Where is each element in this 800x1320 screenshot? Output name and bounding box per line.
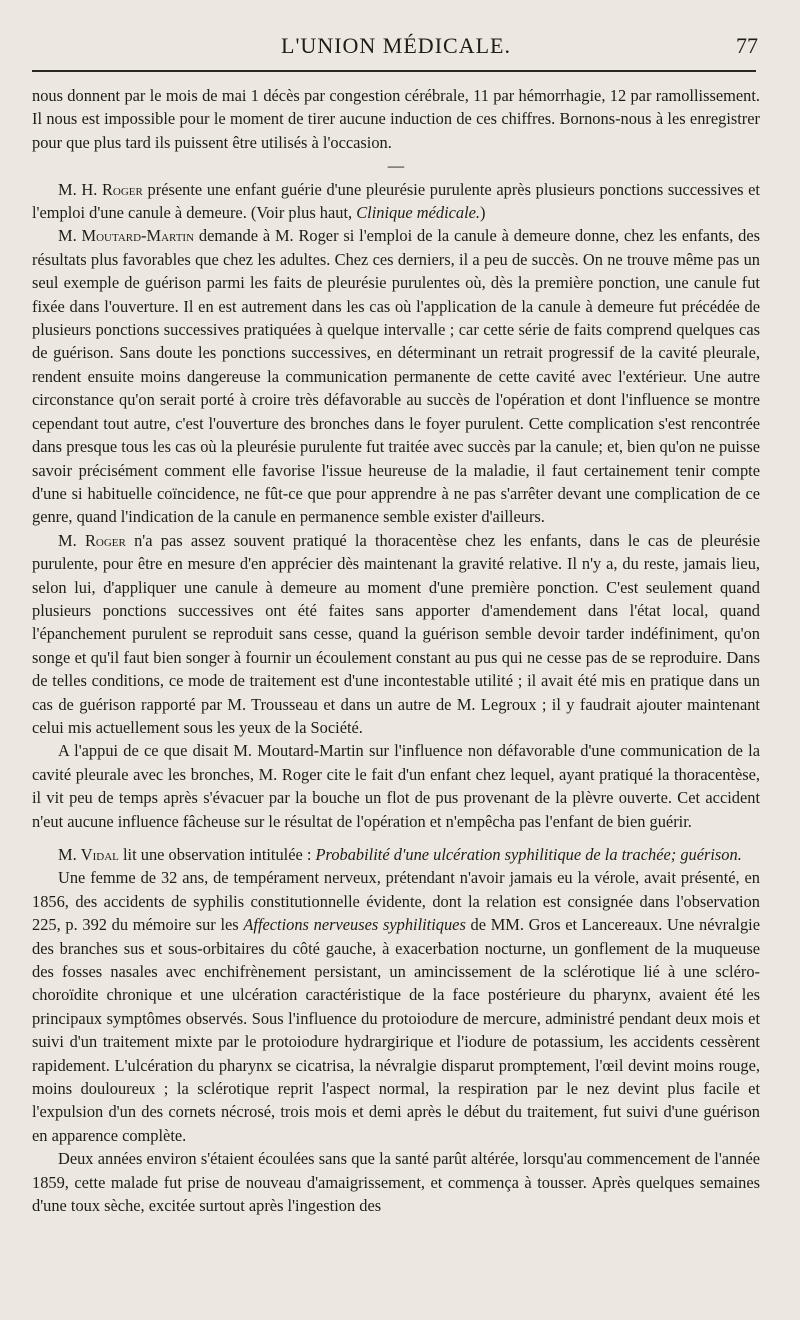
- cross-reference: Clinique médicale.: [356, 203, 481, 223]
- running-header: [32, 26, 760, 66]
- speaker-name: Vidal: [80, 845, 119, 864]
- paragraph-text: n'a pas assez souvent pratiqué la thoracentèse chez les enfants, dans le cas de pleurésie purulente, pour être en mesure d'en apprécier dès maintenant la gravité relative. Il n'y a, du reste, jamais lieu, selon lui, d'appliquer une canule à demeure au moment d'une première ponction. C'est seulement quand plusieurs ponctions successives ont été faites sans apporter d'amendement dans l'état local, quand l'épanchement purulent se reproduit sans cesse, quand la guérison semble devoir tarder indéfiniment, qu'on songe et qu'il faut bien songer à fournir un écoulement constant au pus qui ne cesse pas de se reproduire. Dans de telles conditions, ce mode de traitement est d'une incontestable utilité ; il avait été mis en pratique dans un cas de guérison rapporté par M. Trousseau et dans un autre de M. Legroux ; il y faudrait ajouter maintenant celui mis actuellement sous les yeux de la Société.: [32, 530, 760, 737]
- paragraph-statistics: nous donnent par le mois de mai 1 décès par congestion cérébrale, 11 par hémorrhagie, 12 par ramollissement. Il nous est impossible pour le moment de tirer aucune induction de ces chiffres. Bornons-nous à les enregistrer pour que plus tard ils puissent être utilisés à l'occasion.: [32, 86, 760, 152]
- page-number: 77: [736, 33, 758, 58]
- paragraph-relapse: Deux années environ s'étaient écoulées sans que la santé parût altérée, lorsqu'au commencement de l'année 1859, cette malade fut prise de nouveau d'amaigrissement, et commença à tousser. Après quelques semaines d'une toux sèche, excitée surtout après l'ingestion des: [32, 1149, 760, 1216]
- speaker-name: Roger: [84, 530, 126, 550]
- paragraph-text: présente une enfant guérie d'une pleurésie purulente après plusieurs ponctions successives et l'emploi d'une canule à demeure. (Voir plus haut,: [32, 179, 760, 223]
- cited-work: Affections nerveuses syphilitiques: [243, 915, 466, 935]
- paragraph-text: demande à M. Roger si l'emploi de la canule à demeure donne, chez les enfants, des résultats plus favorables que chez les adultes. Chez ces derniers, il a peu de succès. On ne trouve même pas un seul exemple de guérison parmi les faits de pleurésie purulentes où, dès la première ponction, une canule fut fixée dans l'ouverture. Il en est autrement dans les cas où l'application de la canule à demeure fut précédée de plusieurs ponctions successives pratiquées à quelque intervalle ; car cette série de faits comprend quelques cas de guérison. Sans doute les ponctions successives, en déterminant un retrait progressif de la cavité pleurale, rendent ensuite moins dangereuse la communication permanente de cette cavité avec l'extérieur. Une autre circonstance qu'on serait porté à croire très défavorable au succès de l'opération et dont l'influence se montre cependant tout autre, c'est l'ouverture des bronches dans le foyer purulent. Cette complication s'est rencontrée dans presque tous les cas où la pleurésie purulente fut traitée avec succès par la canule; et, bien qu'on ne puisse savoir précisément comment elle favorise l'issue heureuse de la maladie, il faut certainement tenir compte d'une si habituelle coïncidence, ne fût-ce que pour apprendre à ne pas s'arrêter devant une complication de ce genre, quand l'indication de la canule en permanence semble exister d'ailleurs.: [32, 226, 760, 527]
- paragraph-text: lit une observation intitulée :: [118, 845, 316, 864]
- paragraph-roger-case: A l'appui de ce que disait M. Moutard-Martin sur l'influence non défavorable d'une communication de la cavité pleurale avec les bronches, M. Roger cite le fait d'un enfant chez lequel, ayant pratiqué la thoracentèse, il vit peu de temps après s'évacuer par la bouche un flot de pus provenant de la plèvre ouverte. Cet accident n'eut aucune influence fâcheuse sur le résultat de l'opération et n'empêcha pas l'enfant de bien guérir.: [32, 741, 760, 831]
- speaker-name: Roger: [101, 179, 143, 199]
- paragraph-moutard-martin: [32, 224, 760, 528]
- observation-title: Probabilité d'une ulcération syphilitique de la trachée; guérison.: [315, 845, 742, 864]
- speaker-title: M. H.: [58, 179, 98, 199]
- header-rule: [32, 70, 756, 72]
- paragraph-case-history: [32, 866, 760, 1147]
- paragraph-vidal: [32, 843, 760, 866]
- paragraph-roger-reply: [32, 529, 760, 740]
- paragraph-text: de MM. Gros et Lancereaux. Une névralgie des branches sus et sous-orbitaires du côté gauche, à exacerbation nocturne, un gonflement de la muqueuse des fosses nasales avec enchifrènement persistant, un amincissement de la sclérotique lié à une scléro-choroïdite chronique et une ulcération caractéristique de la face postérieure du pharynx, avaient été les principaux symptômes observés. Sous l'influence du protoiodure de mercure, administré pendant deux mois et suivi d'un traitement mixte par le protoiodure hydrargirique et l'iodure de potassium, les accidents cessèrent rapidement. L'ulcération du pharynx se cicatrisa, la névralgie disparut promptement, l'œil devint moins rouge, moins douloureux ; la sclérotique reprit l'aspect normal, la respiration par le nez devint plus facile et l'expulsion d'un des cornets nécrosé, trois mois et demi après le début du traitement, fut suivi d'une guérison en apparence complète.: [32, 915, 760, 1145]
- closing-paren: ): [480, 203, 486, 223]
- speaker-title: M.: [58, 845, 77, 864]
- paragraph-text: Une femme de 32 ans, de tempérament nerveux, prétendant n'avoir jamais eu la vérole, avait présenté, en 1856, des accidents de syphilis constitutionnelle évidente, dont la relation est consignée dans l'observation 225, p. 392 du mémoire sur les: [32, 868, 760, 935]
- section-divider: —: [387, 156, 405, 176]
- journal-title: L'UNION MÉDICALE.: [281, 33, 511, 58]
- speaker-name: Moutard-Martin: [81, 226, 195, 246]
- paragraph-roger-presentation: [32, 178, 760, 225]
- speaker-title: M.: [58, 226, 77, 246]
- speaker-title: M.: [58, 530, 77, 550]
- article-body: [32, 84, 760, 1218]
